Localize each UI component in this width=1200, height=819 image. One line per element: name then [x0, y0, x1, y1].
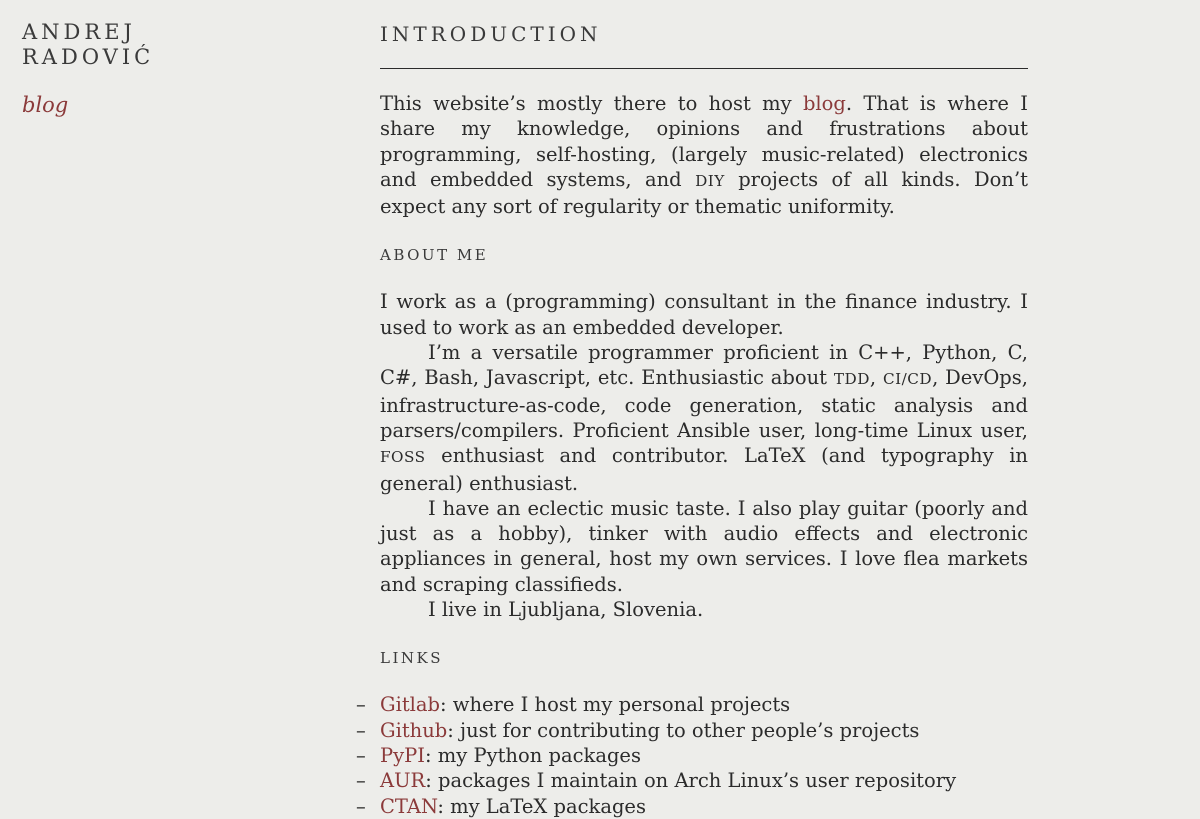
about-p2-text-2: ,	[869, 366, 883, 390]
link-item-ctan	[356, 794, 1028, 819]
about-p2-text-3: , DevOps, infrastructure-as-code, code generation, static analysis and parsers/compilers. Proficient Ansible user, long-time Linux user,	[380, 366, 1028, 442]
about-heading: ABOUT ME	[380, 246, 489, 265]
about-paragraph-1: I work as a (programming) consultant in the finance industry. I used to work as an embedded developer.	[380, 290, 1028, 339]
about-paragraph-2	[380, 340, 1028, 496]
abbr-foss: FOSS	[380, 448, 426, 467]
list-dash: –	[356, 693, 366, 717]
sidebar	[22, 20, 322, 117]
abbr-tdd: TDD	[833, 370, 870, 389]
intro-blog-link[interactable]: blog	[802, 92, 846, 115]
gitlab-link[interactable]: Gitlab	[380, 693, 440, 717]
list-dash: –	[356, 743, 366, 767]
site-name-first[interactable]: ANDREJ	[22, 20, 136, 44]
about-p2-text-1: I’m a versatile programmer proficient in C++, Python, C, C#, Bash, Javascript, etc. Enthusiastic about	[380, 341, 1028, 390]
link-description: : where I host my personal projects	[440, 693, 791, 717]
about-paragraph-4: I live in Ljubljana, Slovenia.	[428, 598, 704, 622]
aur-link[interactable]: AUR	[380, 769, 426, 793]
site-name[interactable]	[22, 20, 322, 70]
list-dash: –	[356, 769, 366, 793]
link-description: : packages I maintain on Arch Linux’s user repository	[425, 769, 957, 793]
link-description: : my LaTeX packages	[437, 794, 646, 818]
about-paragraph-3: I have an eclectic music taste. I also play guitar (poorly and just as a hobby), tinker with audio effects and electronic appliances in general, host my own services. I love flea markets and scraping classifieds.	[380, 496, 1028, 596]
abbr-cicd: CI/CD	[882, 370, 933, 389]
link-item-pypi	[356, 743, 1028, 768]
links-heading: LINKS	[380, 649, 443, 668]
nav-blog-link[interactable]: blog	[22, 93, 69, 117]
intro-text-3: projects of all kinds. Don’t expect any sort of regularity or thematic uniformity.	[380, 167, 1028, 219]
page-title: INTRODUCTION	[380, 20, 1028, 69]
link-item-github	[356, 718, 1028, 743]
ctan-link[interactable]: CTAN	[380, 794, 438, 818]
github-link[interactable]: Github	[380, 718, 448, 742]
link-description: : my Python packages	[424, 743, 641, 767]
link-description: : just for contributing to other people’s projects	[447, 718, 920, 742]
main-content	[356, 20, 1028, 819]
pypi-link[interactable]: PyPI	[380, 743, 425, 767]
about-p2-text-4: enthusiast and contributor. LaTeX (and typography in general) enthusiast.	[380, 444, 1028, 495]
intro-paragraph	[380, 91, 1028, 219]
intro-text-1: This website’s mostly there to host my	[380, 92, 803, 115]
link-item-gitlab	[356, 692, 1028, 717]
list-dash: –	[356, 794, 366, 818]
abbr-diy: DIY	[695, 171, 725, 190]
intro-text-2: . That is where I share my knowledge, opinions and frustrations about programming, self-hosting, (largely music-related) electronics and embedded systems, and	[380, 92, 1028, 191]
list-dash: –	[356, 718, 366, 742]
link-item-aur	[356, 768, 1028, 793]
site-name-last[interactable]: RADOVIĆ	[22, 45, 155, 69]
